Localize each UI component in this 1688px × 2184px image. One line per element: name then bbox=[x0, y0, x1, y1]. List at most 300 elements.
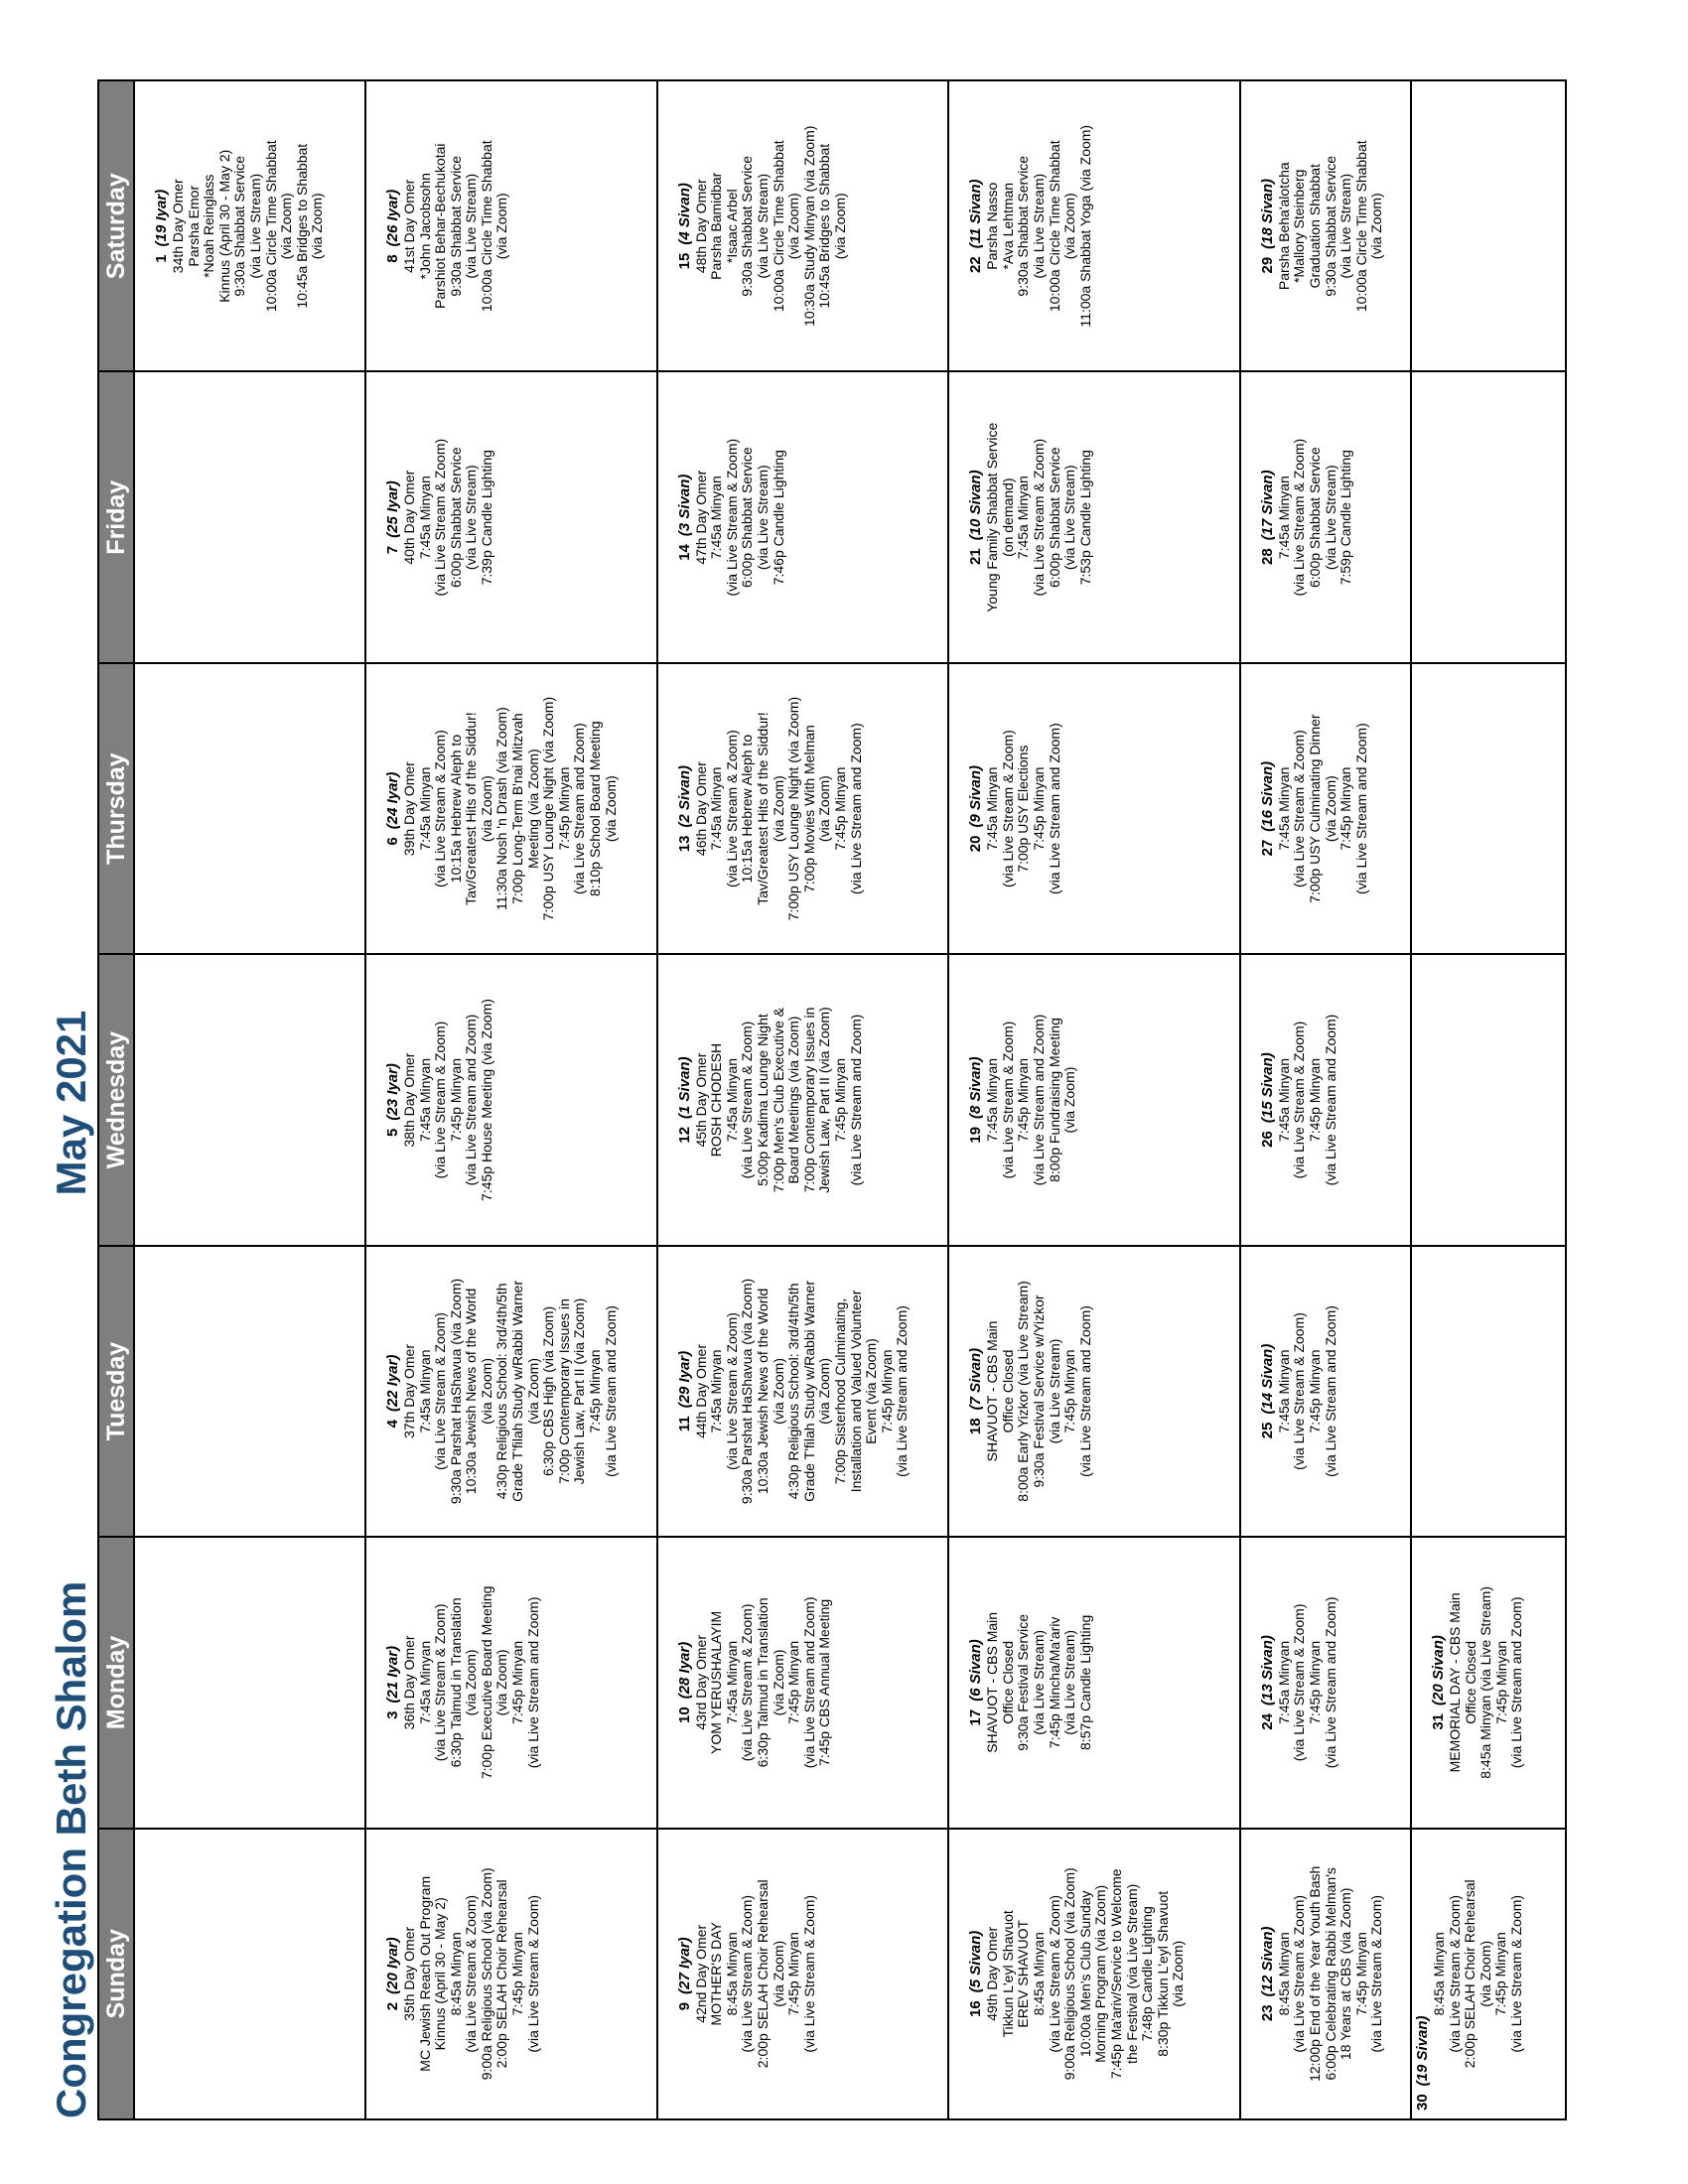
day-heading bbox=[384, 1540, 402, 1825]
event-list bbox=[985, 83, 1093, 368]
event-line: (via Zoom) bbox=[278, 193, 295, 260]
event-line: (via Live Stream & Zoom) bbox=[524, 1894, 541, 2053]
event-line: 7:45p Minyan bbox=[1061, 1349, 1078, 1433]
event-line: 37th Day Omer bbox=[400, 1343, 417, 1438]
event-list bbox=[985, 1540, 1093, 1825]
event-line: 7:45a Minyan bbox=[984, 1058, 1001, 1143]
event-line: 10:30a Study Minyan (via Zoom) bbox=[800, 125, 817, 327]
hebrew-date: (7 Sivan) bbox=[967, 1347, 985, 1411]
hebrew-date: (2 Sivan) bbox=[675, 765, 693, 828]
event-line: 7:45p Mincha/Ma'ariv bbox=[1046, 1616, 1062, 1749]
event-line: (via Zoom) bbox=[770, 1649, 786, 1716]
day-heading bbox=[1259, 374, 1277, 659]
event-line: Kinnus (April 30 - May 2) bbox=[432, 1897, 449, 2051]
day-cell bbox=[365, 1246, 657, 1537]
event-line: (via Live Stream) bbox=[1031, 173, 1047, 279]
event-list bbox=[1277, 1832, 1385, 2116]
day-number: 8 bbox=[383, 254, 401, 263]
event-line: 11:00a Shabbat Yoga (via Zoom) bbox=[1076, 124, 1093, 328]
event-line: (via Live Stream & Zoom) bbox=[1291, 438, 1308, 597]
event-line: (via Zoom) bbox=[478, 775, 494, 843]
empty-day-cell bbox=[134, 371, 365, 662]
weekday-header-tuesday: Tuesday bbox=[98, 1246, 134, 1537]
event-line: (via Zoom) bbox=[1477, 1940, 1493, 2007]
event-line: 7:45p Minyan bbox=[1015, 1058, 1032, 1143]
event-line: 7:45a Minyan bbox=[723, 1640, 740, 1724]
event-line: 7:00p USY Lounge Night (via Zoom) bbox=[540, 696, 557, 921]
weekday-header-sunday: Sunday bbox=[98, 1829, 134, 2119]
event-line: (via Live Stream and Zoom) bbox=[847, 723, 864, 894]
event-line: 44th Day Omer bbox=[692, 1343, 709, 1438]
event-line: (via Live Stream) bbox=[1337, 173, 1354, 279]
event-line: Board Meetings (via Zoom) bbox=[785, 1016, 802, 1184]
day-cell bbox=[1411, 1537, 1566, 1828]
event-line: YOM YERUSHALAYIM bbox=[708, 1610, 725, 1754]
event-line: 9:00a Religious School (via Zoom) bbox=[1061, 1867, 1078, 2081]
event-list bbox=[1277, 1540, 1338, 1825]
event-line: 7:45a Minyan bbox=[416, 476, 433, 560]
day-heading bbox=[1430, 1540, 1448, 1825]
event-line: 9:00a Religious School (via Zoom) bbox=[478, 1867, 494, 2081]
event-line: (via Live Stream and Zoom) bbox=[1322, 1596, 1338, 1769]
hebrew-date: (27 Iyar) bbox=[675, 1937, 693, 1994]
event-line: 7:00p Contemporary Issues in bbox=[800, 1007, 817, 1193]
event-line: 6:30p Talmud in Translation bbox=[754, 1597, 771, 1768]
event-line: (via Live Stream and Zoom) bbox=[1046, 723, 1062, 894]
day-cell bbox=[134, 80, 365, 371]
day-heading bbox=[384, 666, 402, 951]
event-line: 7:45a Minyan bbox=[984, 766, 1001, 851]
day-number: 10 bbox=[675, 1706, 693, 1723]
event-line: 7:00p USY Elections bbox=[1015, 745, 1032, 873]
hebrew-date: (20 Iyar) bbox=[383, 1937, 401, 1994]
event-line: 7:46p Candle Lighting bbox=[770, 450, 786, 586]
event-line: 48th Day Omer bbox=[692, 179, 709, 274]
event-line: (via Live Stream and Zoom) bbox=[894, 1305, 911, 1477]
day-number: 25 bbox=[1258, 1422, 1276, 1439]
event-list bbox=[694, 1249, 911, 1534]
event-line: 38th Day Omer bbox=[400, 1052, 417, 1148]
hebrew-date: (10 Sivan) bbox=[967, 470, 985, 541]
hebrew-date: (3 Sivan) bbox=[675, 474, 693, 537]
hebrew-date: (20 Sivan) bbox=[1430, 1635, 1448, 1706]
event-line: 6:00p Shabbat Service bbox=[1046, 447, 1062, 589]
event-list bbox=[985, 957, 1078, 1242]
event-line: 8:30p Tikkun L'eyl Shavuot bbox=[1154, 1890, 1171, 2057]
event-line: (via Zoom) bbox=[1061, 193, 1078, 260]
day-heading bbox=[153, 83, 171, 368]
event-line: (via Live Stream) bbox=[754, 173, 771, 279]
event-line: 7:53p Candle Lighting bbox=[1076, 450, 1093, 586]
event-line: (via Zoom) bbox=[1170, 1940, 1187, 2007]
day-number: 28 bbox=[1258, 548, 1276, 565]
event-line: Tav/Greatest Hits of the Siddur! bbox=[463, 712, 480, 905]
event-line: 7:45a Minyan bbox=[708, 766, 725, 851]
week-row bbox=[1240, 80, 1411, 2119]
event-line: Parsha Bamidbar bbox=[708, 172, 725, 280]
hebrew-date: (22 Iyar) bbox=[383, 1354, 401, 1413]
event-line: (via Zoom) bbox=[785, 193, 802, 260]
event-list bbox=[1277, 374, 1354, 659]
event-line: (via Live Stream & Zoom) bbox=[1031, 438, 1047, 597]
day-cell bbox=[657, 80, 949, 371]
hebrew-date: (6 Sivan) bbox=[967, 1639, 985, 1702]
event-line: 7:00p Long-Term B'nai Mitzvah bbox=[509, 713, 526, 904]
event-line: (via Live Stream & Zoom) bbox=[1291, 730, 1308, 887]
event-line: (via Live Stream & Zoom) bbox=[739, 1894, 756, 2053]
hebrew-date: (16 Sivan) bbox=[1258, 760, 1276, 832]
event-line: 10:30a Jewish News of the World bbox=[463, 1288, 480, 1495]
weekday-header-row bbox=[98, 80, 134, 2119]
event-line: MEMORIAL DAY - CBS Main bbox=[1447, 1592, 1464, 1773]
event-line: Meeting (via Zoom) bbox=[524, 749, 541, 869]
hebrew-date: (12 Sivan) bbox=[1258, 1926, 1276, 1997]
event-line: 8:45a Minyan bbox=[1031, 1932, 1047, 2016]
event-line: 10:00a Men's Club Sunday bbox=[1076, 1890, 1093, 2058]
event-line: 7:00p Men's Club Executive & bbox=[770, 1007, 786, 1193]
event-line: (via Live Stream and Zoom) bbox=[1352, 723, 1369, 894]
event-line: 18 Years at CBS (via Zoom) bbox=[1337, 1887, 1354, 2061]
day-cell bbox=[1240, 1829, 1411, 2119]
event-list bbox=[694, 1832, 818, 2116]
day-heading bbox=[384, 1249, 402, 1534]
event-line: 7:00p Executive Board Meeting bbox=[478, 1585, 494, 1780]
event-line: (via Zoom) bbox=[816, 1358, 833, 1425]
day-number: 13 bbox=[675, 835, 693, 853]
event-line: 5:00p Kadima Lounge Night bbox=[754, 1014, 771, 1186]
event-line: *Ava Lehtman bbox=[999, 182, 1016, 270]
weekday-header-saturday: Saturday bbox=[98, 80, 134, 371]
hebrew-date: (13 Sivan) bbox=[1258, 1635, 1276, 1706]
hebrew-date: (14 Sivan) bbox=[1258, 1343, 1276, 1415]
event-line: 7:45a Minyan bbox=[708, 1349, 725, 1433]
event-line: 7:45a Minyan bbox=[416, 1640, 433, 1724]
day-number: 4 bbox=[383, 1420, 401, 1429]
empty-day-cell bbox=[134, 954, 365, 1245]
week-row bbox=[1411, 80, 1566, 2119]
empty-day-cell bbox=[1411, 1246, 1566, 1537]
hebrew-date: (4 Sivan) bbox=[675, 183, 693, 245]
event-line: (via Live Stream and Zoom) bbox=[1322, 1305, 1338, 1477]
day-number: 3 bbox=[383, 1710, 401, 1719]
week-row bbox=[948, 80, 1240, 2119]
event-line: 9:30a Shabbat Service bbox=[1322, 155, 1338, 297]
event-line: (via Live Stream & Zoom) bbox=[723, 1312, 740, 1470]
event-list bbox=[402, 374, 495, 659]
calendar-header bbox=[48, 85, 95, 2120]
event-line: EREV SHAVUOT bbox=[1015, 1919, 1032, 2028]
empty-day-cell bbox=[134, 663, 365, 954]
day-heading bbox=[967, 666, 985, 951]
event-line: 7:45p Minyan bbox=[785, 1932, 802, 2016]
event-line: 7:45p Minyan bbox=[555, 766, 572, 851]
day-heading bbox=[1414, 1832, 1432, 2116]
day-number: 23 bbox=[1258, 2004, 1276, 2022]
event-line: (via Live Stream & Zoom) bbox=[463, 1894, 480, 2053]
event-line: (via Zoom) bbox=[463, 1649, 480, 1716]
hebrew-date: (26 Iyar) bbox=[383, 189, 401, 247]
event-line: 9:30a Festival Service w/Yizkor bbox=[1031, 1295, 1047, 1488]
event-line: (via Zoom) bbox=[1368, 193, 1385, 260]
event-line: (via Live Stream and Zoom) bbox=[524, 1596, 541, 1769]
day-heading bbox=[967, 374, 985, 659]
event-line: (via Live Stream & Zoom) bbox=[999, 1021, 1016, 1179]
event-list bbox=[1277, 666, 1370, 951]
event-line: (via Live Stream) bbox=[463, 173, 480, 279]
event-line: 7:45p House Meeting (via Zoom) bbox=[478, 999, 494, 1201]
event-line: 7:48p Candle Lighting bbox=[1139, 1906, 1156, 2042]
event-line: 7:45a Minyan bbox=[708, 476, 725, 560]
event-line: 7:00p Sisterhood Culminating, bbox=[831, 1297, 848, 1485]
event-line: 6:30p CBS High (via Zoom) bbox=[540, 1305, 557, 1477]
event-line: 8:45a Minyan bbox=[723, 1932, 740, 2016]
organization-title: Congregation Beth Shalom bbox=[48, 1580, 94, 2118]
event-line: 7:45a Minyan bbox=[1275, 476, 1292, 560]
day-number: 22 bbox=[967, 256, 985, 273]
event-line: 7:00p USY Lounge Night (via Zoom) bbox=[785, 696, 802, 921]
event-list bbox=[402, 957, 495, 1242]
event-list bbox=[171, 83, 326, 368]
event-list bbox=[694, 1540, 833, 1825]
event-list bbox=[402, 1832, 541, 2116]
day-number: 2 bbox=[383, 2001, 401, 2011]
day-cell bbox=[948, 954, 1240, 1245]
event-line: 2:00p SELAH Choir Rehearsal bbox=[754, 1879, 771, 2069]
event-line: (via Live Stream and Zoom) bbox=[1322, 1014, 1338, 1186]
day-heading bbox=[676, 1540, 694, 1825]
day-heading bbox=[967, 1249, 985, 1534]
event-line: (via Live Stream & Zoom) bbox=[739, 1021, 756, 1179]
day-number: 9 bbox=[675, 2001, 693, 2011]
event-list bbox=[1448, 1540, 1525, 1825]
event-line: Graduation Shabbat bbox=[1307, 164, 1324, 289]
event-line: Parshiot Behar-Bechukotai bbox=[432, 143, 449, 310]
event-line: (via Live Stream and Zoom) bbox=[800, 1596, 817, 1769]
hebrew-date: (29 Iyar) bbox=[675, 1350, 693, 1409]
hebrew-date: (23 Iyar) bbox=[383, 1063, 401, 1121]
day-number: 20 bbox=[967, 835, 985, 853]
event-line: (via Live Stream and Zoom) bbox=[463, 1014, 480, 1186]
event-line: Morning Program (via Zoom) bbox=[1092, 1884, 1109, 2063]
day-cell bbox=[948, 371, 1240, 662]
event-line: 45th Day Omer bbox=[692, 1052, 709, 1148]
event-line: 49th Day Omer bbox=[984, 1926, 1001, 2021]
event-line: 8:45a Minyan bbox=[1275, 1932, 1292, 2016]
hebrew-date: (24 Iyar) bbox=[383, 771, 401, 830]
event-line: ROSH CHODESH bbox=[708, 1042, 725, 1158]
event-line: (via Zoom) bbox=[478, 1358, 494, 1425]
weekday-header-thursday: Thursday bbox=[98, 663, 134, 954]
event-line: 46th Day Omer bbox=[692, 761, 709, 857]
event-line: Tikkun L'eyl Shavuot bbox=[999, 1910, 1016, 2038]
event-line: 7:45p Minyan bbox=[1337, 766, 1354, 851]
day-heading bbox=[967, 1540, 985, 1825]
event-line: 7:39p Candle Lighting bbox=[478, 450, 494, 586]
event-line: (via Live Stream & Zoom) bbox=[432, 1312, 449, 1470]
day-heading bbox=[1259, 666, 1277, 951]
event-line: Grade T'filah Study w/Rabbi Warner bbox=[509, 1281, 526, 1502]
event-line: 2:00p SELAH Choir Rehearsal bbox=[493, 1879, 510, 2069]
event-line: 7:45p Minyan bbox=[1492, 1640, 1509, 1724]
hebrew-date: (19 Sivan) bbox=[1414, 2015, 1432, 2087]
day-heading bbox=[1259, 1540, 1277, 1825]
event-line: 7:45a Minyan bbox=[1275, 766, 1292, 851]
day-heading bbox=[676, 374, 694, 659]
event-line: Young Family Shabbat Service bbox=[984, 422, 1001, 613]
event-line: 6:00p Shabbat Service bbox=[447, 447, 464, 589]
day-number: 1 bbox=[153, 254, 170, 263]
event-line: MC Jewish Reach Out Program bbox=[416, 1875, 433, 2072]
event-line: 9:30a Shabbat Service bbox=[231, 155, 248, 297]
event-line: 7:45p Minyan bbox=[1307, 1058, 1324, 1143]
event-line: 7:45a Minyan bbox=[416, 1058, 433, 1143]
event-line: (via Live Stream & Zoom) bbox=[432, 1021, 449, 1179]
event-line: (via Live Stream & Zoom) bbox=[800, 1894, 817, 2053]
day-cell bbox=[657, 663, 949, 954]
event-line: (via Live Stream) bbox=[463, 465, 480, 571]
event-line: 36th Day Omer bbox=[400, 1635, 417, 1730]
event-list bbox=[985, 666, 1062, 951]
day-number: 30 bbox=[1414, 2094, 1432, 2111]
day-heading bbox=[676, 1832, 694, 2116]
event-line: (via Live Stream & Zoom) bbox=[1446, 1894, 1463, 2053]
day-cell bbox=[365, 80, 657, 371]
empty-day-cell bbox=[134, 1246, 365, 1537]
week-row bbox=[365, 80, 657, 2119]
day-cell bbox=[948, 663, 1240, 954]
event-line: 42nd Day Omer bbox=[692, 1924, 709, 2023]
month-title: May 2021 bbox=[48, 1010, 94, 1196]
event-line: (via Live Stream & Zoom) bbox=[1046, 1894, 1062, 2053]
day-number: 21 bbox=[967, 548, 985, 565]
hebrew-date: (1 Sivan) bbox=[675, 1056, 693, 1119]
event-line: 7:45p Minyan bbox=[1352, 1932, 1369, 2016]
event-line: Event (via Zoom) bbox=[863, 1338, 880, 1444]
event-list bbox=[985, 374, 1093, 659]
event-list bbox=[694, 83, 849, 368]
day-number: 19 bbox=[967, 1126, 985, 1144]
hebrew-date: (18 Sivan) bbox=[1258, 178, 1276, 249]
empty-day-cell bbox=[1411, 371, 1566, 662]
day-cell bbox=[948, 1537, 1240, 1828]
day-heading bbox=[1259, 1832, 1277, 2116]
event-list bbox=[402, 1249, 619, 1534]
day-cell bbox=[1240, 954, 1411, 1245]
day-number: 26 bbox=[1258, 1131, 1276, 1148]
event-line: 8:57p Candle Lighting bbox=[1076, 1614, 1093, 1750]
day-cell bbox=[1240, 1537, 1411, 1828]
event-list bbox=[402, 1540, 541, 1825]
event-line: *Isaac Arbel bbox=[723, 189, 740, 264]
empty-day-cell bbox=[1411, 80, 1566, 371]
event-list bbox=[985, 1832, 1187, 2116]
event-line: (via Live Stream & Zoom) bbox=[432, 730, 449, 887]
day-heading bbox=[1259, 1249, 1277, 1534]
week-row bbox=[657, 80, 949, 2119]
event-line: (via Live Stream and Zoom) bbox=[847, 1014, 864, 1186]
event-line: (via Live Stream and Zoom) bbox=[571, 723, 588, 894]
event-line: 8:45a Minyan (via Live Stream) bbox=[1477, 1585, 1494, 1779]
event-line: (via Live Stream & Zoom) bbox=[1368, 1894, 1385, 2053]
day-heading bbox=[384, 374, 402, 659]
event-line: 9:30a Shabbat Service bbox=[447, 155, 464, 297]
event-line: 41st Day Omer bbox=[400, 179, 417, 273]
event-list bbox=[694, 666, 865, 951]
day-cell bbox=[657, 1829, 949, 2119]
event-line: 6:00p Shabbat Service bbox=[1307, 447, 1324, 589]
event-list bbox=[1432, 1832, 1525, 2116]
event-line: 10:45a Bridges to Shabbat bbox=[293, 143, 310, 309]
empty-day-cell bbox=[134, 1829, 365, 2119]
event-line: 7:59p Candle Lighting bbox=[1337, 450, 1354, 586]
day-number: 17 bbox=[967, 1708, 985, 1726]
day-number: 11 bbox=[675, 1416, 693, 1433]
day-number: 5 bbox=[383, 1128, 401, 1137]
event-line: 7:45p Minyan bbox=[509, 1640, 526, 1724]
event-line: the Festival (via Live Stream) bbox=[1123, 1883, 1140, 2064]
day-cell bbox=[657, 954, 949, 1245]
event-line: 7:45p Minyan bbox=[831, 766, 848, 851]
event-line: (via Zoom) bbox=[770, 1940, 786, 2007]
event-line: (via Live Stream) bbox=[754, 465, 771, 571]
event-line: 11:30a Nosh 'n Drash (via Zoom) bbox=[493, 707, 510, 910]
day-number: 15 bbox=[675, 252, 693, 270]
event-line: 10:45a Bridges to Shabbat bbox=[816, 143, 833, 309]
event-line: SHAVUOT - CBS Main bbox=[984, 1611, 1001, 1753]
event-line: SHAVUOT - CBS Main bbox=[984, 1320, 1001, 1462]
day-cell bbox=[657, 371, 949, 662]
event-line: Office Closed bbox=[999, 1640, 1016, 1724]
event-line: Tav/Greatest Hits of the Siddur! bbox=[754, 712, 771, 905]
day-cell bbox=[365, 1537, 657, 1828]
event-line: 7:45p Minyan bbox=[447, 1058, 464, 1143]
event-line: 10:15a Hebrew Aleph to bbox=[447, 734, 464, 884]
event-line: (via Zoom) bbox=[770, 775, 786, 843]
empty-day-cell bbox=[1411, 954, 1566, 1245]
event-line: 7:00p Movies With Melman bbox=[800, 725, 817, 893]
event-line: 47th Day Omer bbox=[692, 470, 709, 565]
hebrew-date: (19 Iyar) bbox=[153, 189, 170, 247]
day-cell bbox=[657, 1537, 949, 1828]
event-line: 6:00p Shabbat Service bbox=[739, 447, 756, 589]
event-list bbox=[1277, 957, 1338, 1242]
day-heading bbox=[676, 1249, 694, 1534]
event-line: (via Live Stream & Zoom) bbox=[1291, 1312, 1308, 1470]
event-line: (via Zoom) bbox=[493, 1649, 510, 1716]
day-heading bbox=[676, 957, 694, 1242]
hebrew-date: (28 Iyar) bbox=[675, 1641, 693, 1700]
day-number: 12 bbox=[675, 1126, 693, 1144]
weekday-header-friday: Friday bbox=[98, 371, 134, 662]
event-line: 9:30a Parshat HaShavua (via Zoom) bbox=[739, 1278, 756, 1505]
day-number: 31 bbox=[1430, 1712, 1448, 1730]
event-line: *John Jacobsohn bbox=[416, 173, 433, 280]
event-line: (via Zoom) bbox=[770, 1358, 786, 1425]
event-line: (via Zoom) bbox=[309, 193, 326, 260]
event-line: (via Live Stream & Zoom) bbox=[1507, 1894, 1524, 2053]
calendar-grid bbox=[97, 79, 1567, 2120]
hebrew-date: (11 Sivan) bbox=[967, 179, 985, 249]
event-line: 9:30a Shabbat Service bbox=[1015, 155, 1032, 297]
event-line: 8:45a Minyan bbox=[447, 1932, 464, 2016]
event-list bbox=[694, 374, 787, 659]
event-line: 12:00p End of the Year Youth Bash bbox=[1307, 1865, 1324, 2082]
day-number: 7 bbox=[383, 545, 401, 555]
event-line: (via Live Stream and Zoom) bbox=[602, 1305, 619, 1477]
event-line: 7:45p Minyan bbox=[785, 1640, 802, 1724]
day-heading bbox=[1259, 957, 1277, 1242]
event-line: (via Live Stream) bbox=[246, 173, 263, 279]
